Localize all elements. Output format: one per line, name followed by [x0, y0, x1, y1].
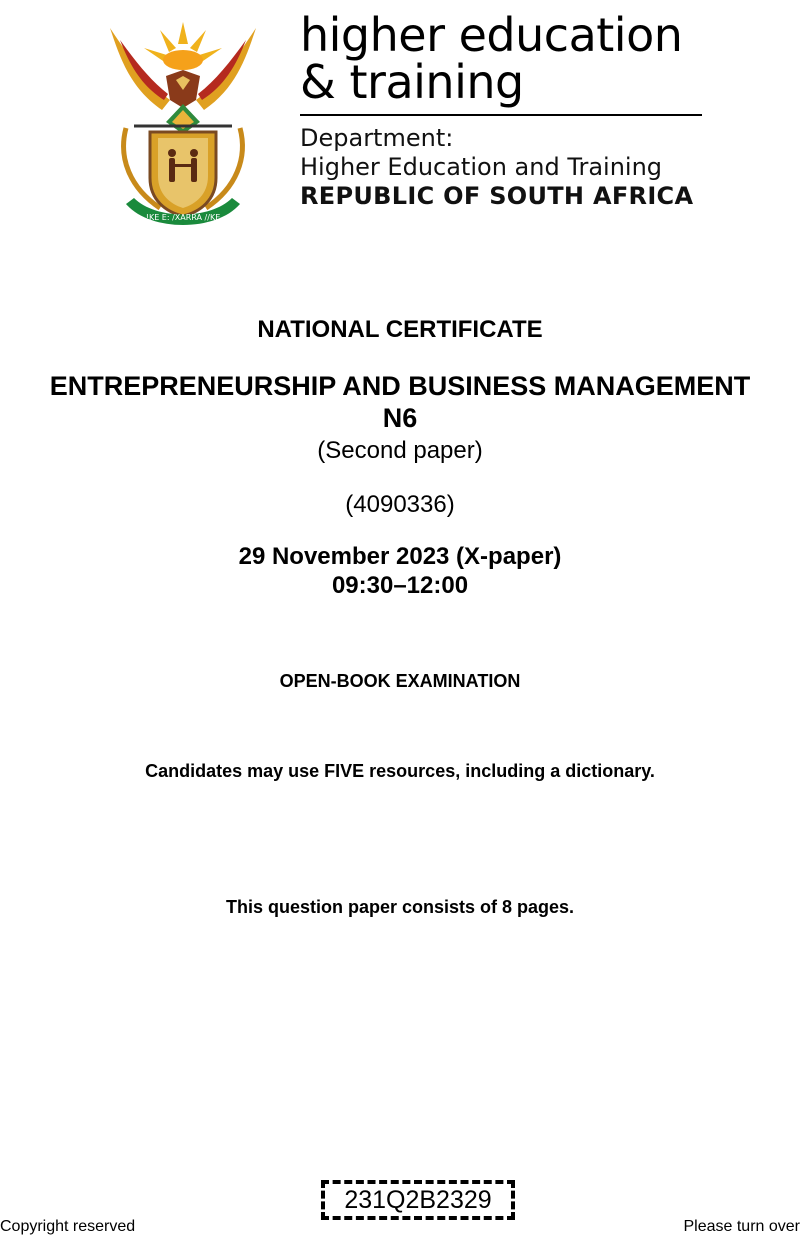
exam-type: OPEN-BOOK EXAMINATION: [279, 671, 521, 691]
copyright-notice: Copyright reserved: [0, 1218, 136, 1235]
department-header: [300, 8, 710, 211]
department-label: Department:: [300, 124, 454, 152]
turn-over-notice: Please turn over: [683, 1218, 800, 1235]
pages-note: This question paper consists of 8 pages.: [225, 897, 575, 917]
header-divider: [300, 114, 702, 116]
certificate-title: NATIONAL CERTIFICATE: [257, 316, 543, 343]
rising-sun-icon: [144, 22, 222, 70]
paper-id-box: 231Q2B2329: [321, 1180, 515, 1220]
shield-icon: [150, 132, 216, 216]
country-name: REPUBLIC OF SOUTH AFRICA: [300, 182, 694, 210]
protea-flower-icon: [166, 104, 200, 134]
coat-of-arms-logo: [100, 18, 266, 230]
motto-text: !KE E: /XARRA //KE: [145, 213, 221, 222]
paper-number: (Second paper): [317, 437, 483, 464]
department-name: Higher Education and Training: [300, 153, 663, 181]
exam-time: 09:30–12:00: [331, 572, 469, 599]
subject-level: N6: [382, 403, 418, 433]
subject-title: ENTREPRENEURSHIP AND BUSINESS MANAGEMENT: [49, 371, 751, 401]
resources-note: Candidates may use FIVE resources, including a dictionary.: [145, 761, 655, 781]
exam-schedule: [0, 542, 800, 600]
brand-line-1: higher education: [300, 8, 683, 62]
subject-block: [0, 370, 800, 434]
subject-code: (4090336): [345, 491, 455, 518]
brand-line-2: & training: [300, 55, 524, 109]
exam-date: 29 November 2023 (X-paper): [238, 543, 562, 570]
